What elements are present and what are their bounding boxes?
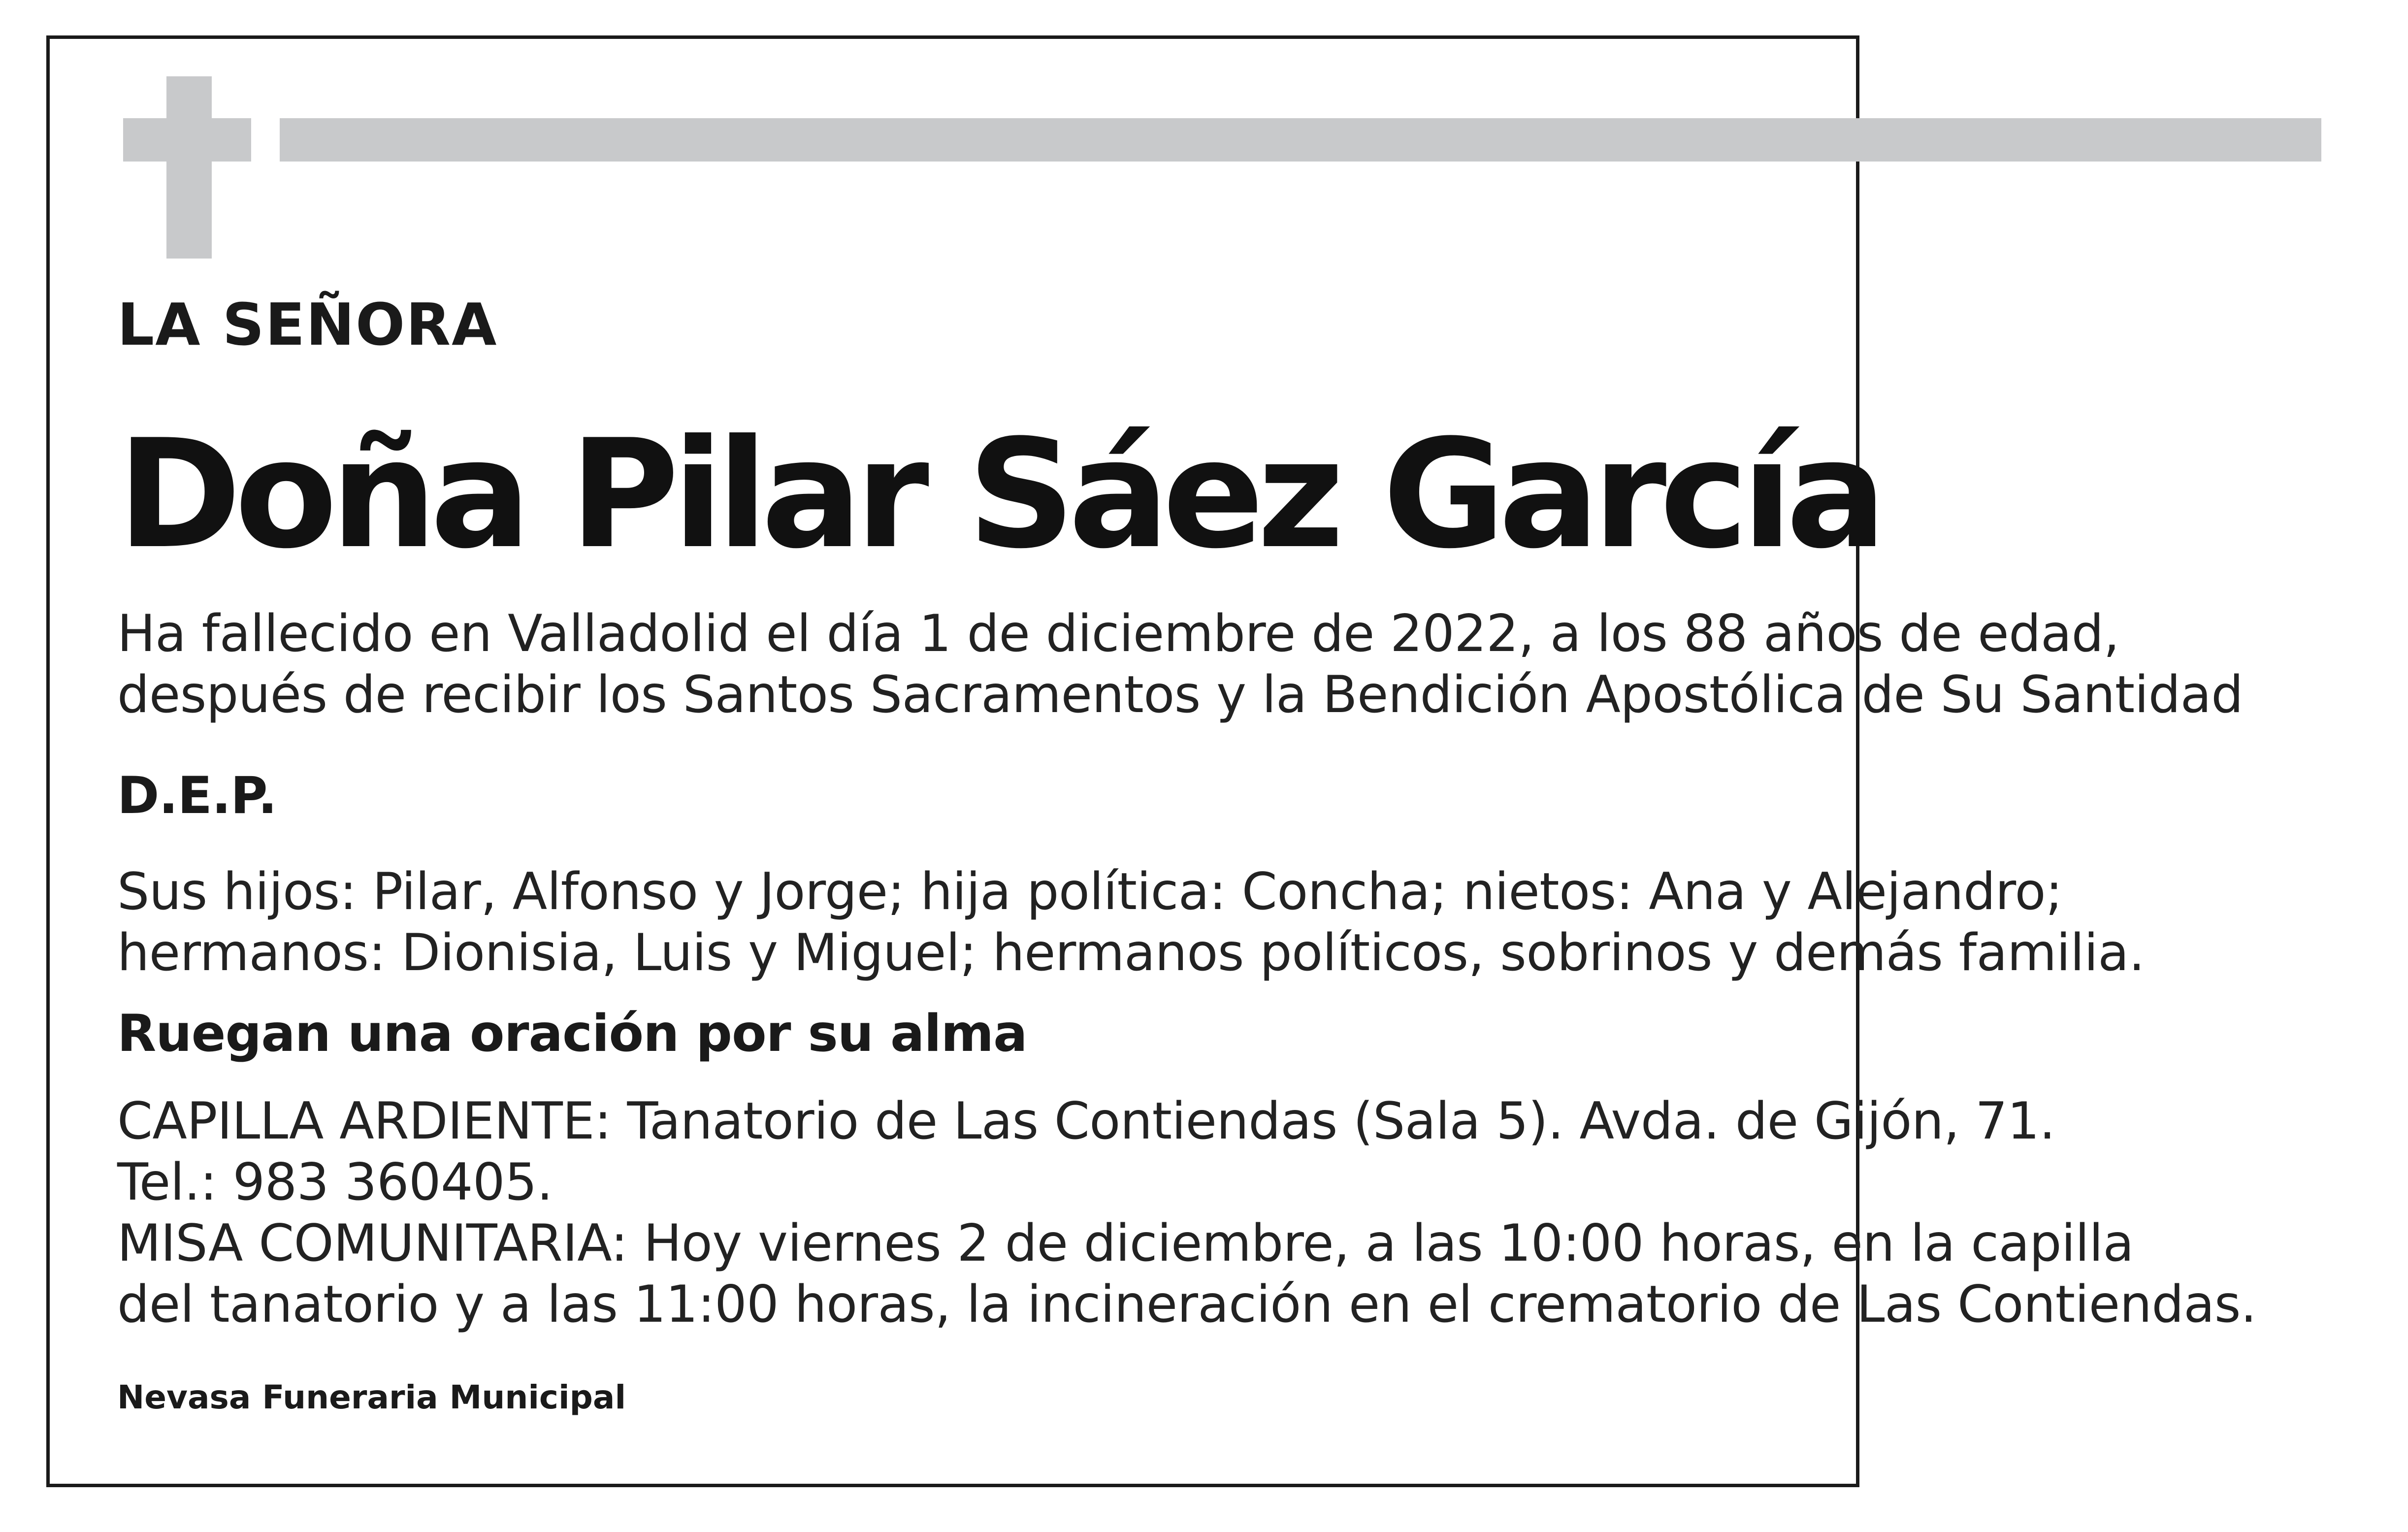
header-rule	[280, 118, 2321, 162]
death-line-2: después de recibir los Santos Sacramentos y la Bendición Apostólica de Su Santidad	[117, 665, 2244, 724]
service-line-1: CAPILLA ARDIENTE: Tanatorio de Las Contiendas (Sala 5). Avda. de Gijón, 71.	[117, 1092, 2055, 1151]
service-line-2: Tel.: 983 360405.	[117, 1153, 553, 1212]
honorific: LA SEÑORA	[117, 291, 498, 359]
prayer-request: Ruegan una oración por su alma	[117, 1004, 1027, 1063]
family-line-2: hermanos: Dionisia, Luis y Miguel; hermanos políticos, sobrinos y demás familia.	[117, 923, 2145, 982]
rip-abbreviation: D.E.P.	[117, 766, 277, 825]
funeral-home: Nevasa Funeraria Municipal	[117, 1378, 626, 1416]
cross-horizontal-bar	[123, 118, 251, 162]
service-line-3: MISA COMUNITARIA: Hoy viernes 2 de diciembre, a las 10:00 horas, en la capilla	[117, 1214, 2134, 1273]
family-line-1: Sus hijos: Pilar, Alfonso y Jorge; hija política: Concha; nietos: Ana y Alejandro;	[117, 862, 2063, 921]
service-line-4: del tanatorio y a las 11:00 horas, la incineración en el crematorio de Las Contiendas.	[117, 1275, 2257, 1334]
death-line-1: Ha fallecido en Valladolid el día 1 de diciembre de 2022, a los 88 años de edad,	[117, 604, 2119, 663]
cross-vertical-bar	[166, 76, 212, 259]
deceased-name: Doña Pilar Sáez García	[117, 407, 1880, 582]
